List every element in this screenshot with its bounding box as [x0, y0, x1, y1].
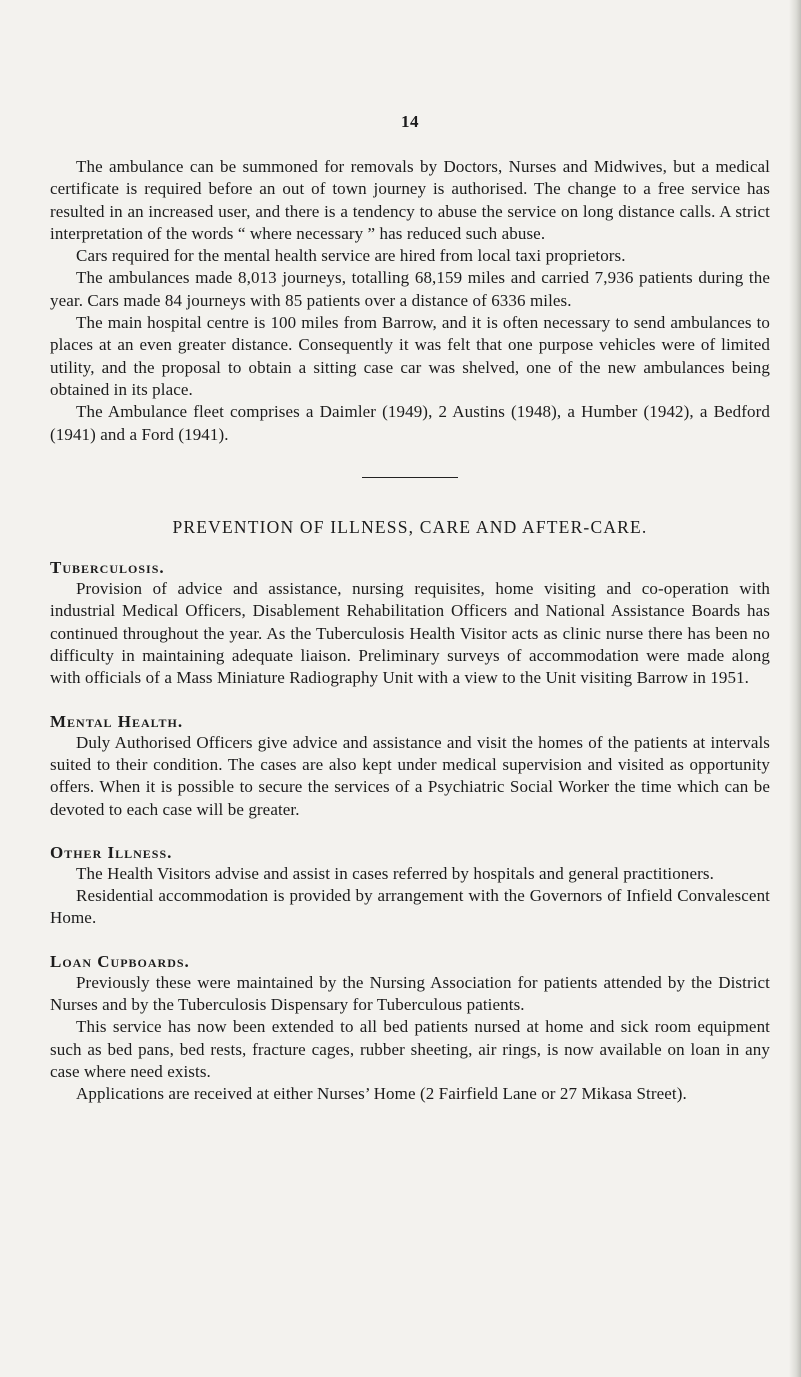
loan-cupboards-section — [50, 952, 770, 1106]
ambulance-paragraph-1: The ambulance can be summoned for removals by Doctors, Nurses and Midwives, but a medical certificate is required before an out of town journey is authorised. The change to a free service has resulted in an increased user, and there is a tendency to abuse the service on long distance calls. A strict interpretation of the words “ where necessary ” has reduced such abuse. — [50, 157, 770, 243]
main-heading: PREVENTION OF ILLNESS, CARE AND AFTER-CARE. — [172, 516, 648, 537]
ambulance-paragraph-4: The main hospital centre is 100 miles from Barrow, and it is often necessary to send ambulances to places at an even greater distance. Consequently it was felt that one purpose vehicles were of limited utility, and the proposal to obtain a sitting case car was shelved, one of the new ambulances being obtained in its place. — [50, 313, 770, 399]
other-illness-paragraph-1: The Health Visitors advise and assist in cases referred by hospitals and general practitioners. — [76, 863, 714, 883]
loan-cupboards-paragraph-1: Previously these were maintained by the Nursing Association for patients attended by the District Nurses and by the Tuberculosis Dispensary for Tuberculous patients. — [50, 972, 770, 1015]
tuberculosis-heading: Tuberculosis. — [50, 558, 165, 578]
page-edge-shadow — [789, 0, 801, 1377]
ambulance-section — [50, 156, 770, 446]
ambulance-paragraph-3: The ambulances made 8,013 journeys, totalling 68,159 miles and carried 7,936 patients during the year. Cars made 84 journeys with 85 patients over a distance of 6336 miles. — [50, 268, 770, 310]
loan-cupboards-paragraph-2: This service has now been extended to all bed patients nursed at home and sick room equipment such as bed pans, bed rests, fracture cages, rubber sheeting, air rings, is now available on loan in any case where need exists. — [50, 1017, 770, 1081]
page-content — [50, 156, 770, 1106]
section-divider — [362, 477, 458, 478]
tuberculosis-section — [50, 558, 770, 689]
page-number: 14 — [401, 112, 419, 131]
tuberculosis-paragraph-1: Provision of advice and assistance, nursing requisites, home visiting and co-operation with industrial Medical Officers, Disablement Rehabilitation Officers and National Assistance Boards has continued throughout the year. As the Tuberculosis Health Visitor acts as clinic nurse there has been no difficulty in maintaining adequate liaison. Preliminary surveys of accommodation were made along with officials of a Mass Miniature Radiography Unit with a view to the Unit visiting Barrow in 1951. — [50, 579, 770, 688]
mental-health-section — [50, 712, 770, 821]
other-illness-paragraph-2: Residential accommodation is provided by arrangement with the Governors of Infield Convalescent Home. — [50, 886, 770, 928]
other-illness-section — [50, 843, 770, 930]
loan-cupboards-heading: Loan Cupboards. — [50, 951, 190, 971]
mental-health-heading: Mental Health. — [50, 711, 184, 731]
mental-health-paragraph-1: Duly Authorised Officers give advice and assistance and visit the homes of the patients at intervals suited to their condition. The cases are also kept under medical supervision and visited as opportunity offers. When it is possible to secure the services of a Psychiatric Social Worker the time which can be devoted to each case will be greater. — [50, 732, 770, 819]
ambulance-paragraph-2: Cars required for the mental health service are hired from local taxi proprietors. — [76, 246, 626, 266]
ambulance-paragraph-5: The Ambulance fleet comprises a Daimler (1949), 2 Austins (1948), a Humber (1942), a Bedford (1941) and a Ford (1941). — [50, 402, 770, 444]
loan-cupboards-paragraph-3: Applications are received at either Nurses’ Home (2 Fairfield Lane or 27 Mikasa Street). — [76, 1084, 687, 1104]
other-illness-heading: Other Illness. — [50, 842, 173, 862]
